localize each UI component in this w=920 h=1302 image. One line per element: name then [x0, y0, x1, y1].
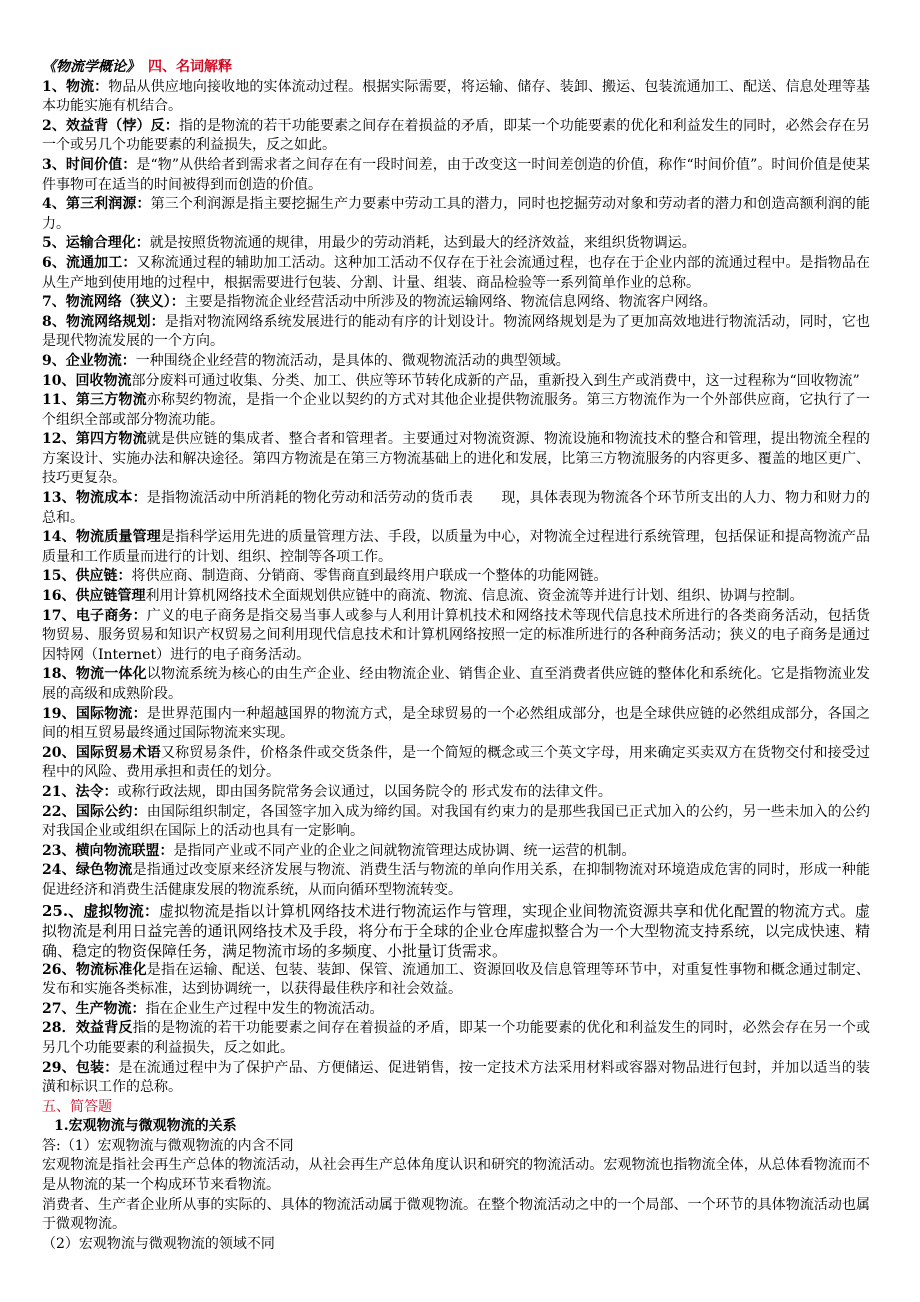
definition-text: 是指对物流网络系统发展进行的能动有序的计划设计。物流网络规划是为了更加高效地进行物流活动，同时，它也是现代物流发展的一个方向。 — [42, 313, 870, 350]
definition-term: 26、物流标准化 — [42, 961, 147, 978]
definition-item — [42, 391, 870, 430]
definition-item — [42, 842, 870, 862]
definition-item — [42, 352, 870, 372]
document-header — [42, 58, 870, 78]
definition-item — [42, 489, 870, 528]
definition-item — [42, 234, 870, 254]
definition-item — [42, 528, 870, 567]
question-1-title: 1.宏观物流与微观物流的关系 — [54, 1118, 237, 1135]
definition-item — [42, 587, 870, 607]
definition-item — [42, 783, 870, 803]
definition-term: 10、回收物流 — [42, 372, 132, 389]
definition-term: 1、物流： — [42, 78, 109, 95]
definition-item — [42, 961, 870, 1000]
definition-item — [42, 665, 870, 704]
definition-item — [42, 607, 870, 666]
definition-text: 是指通过改变原来经济发展与物流、消费生活与物流的单向作用关系，在抑制物流对环境造成危害的同时，形成一种能促进经济和消费生活健康发展的物流系统，从而向循环型物流转变。 — [42, 862, 870, 898]
definition-text: 是世界范围内一种超越国界的物流方式，是全球贸易的一个必然组成部分，也是全球供应链的必然组成部分，各国之间的相互贸易最终通过国际物流来实现。 — [42, 705, 871, 742]
definition-text: 是在流通过程中为了保护产品、方便储运、促进销售，按一定技术方法采用材料或容器对物品进行包封，并加以适当的装潢和标识工作的总称。 — [42, 1059, 870, 1096]
definition-item — [42, 195, 870, 234]
definition-item — [42, 372, 870, 392]
definition-item — [42, 78, 870, 117]
definition-text: 一种围绕企业经营的物流活动，是具体的、微观物流活动的典型领域。 — [135, 352, 570, 369]
definition-term: 19、国际物流： — [42, 705, 147, 722]
answer-paragraph: 消费者、生产者企业所从事的实际的、具体的物流活动属于微观物流。在整个物流活动之中的一个局部、一个环节的具体物流活动也属于微观物流。 — [42, 1196, 870, 1233]
definition-item — [42, 901, 870, 961]
definition-term: 25.、虚拟物流： — [42, 901, 160, 920]
definition-term: 12、第四方物流 — [42, 431, 147, 448]
definition-item — [42, 313, 870, 352]
definition-item — [42, 293, 870, 313]
definition-text: 是指在运输、配送、包装、装卸、保管、流通加工、资源回收及信息管理等环节中，对重复性事物和概念通过制定、发布和实施各类标准，达到协调统一，以获得最佳秩序和社会效益。 — [42, 961, 871, 998]
definition-item — [42, 861, 870, 900]
definition-term: 8、物流网络规划： — [42, 313, 165, 330]
definition-term: 11、第三方物流 — [42, 392, 147, 409]
definition-term: 4、第三利润源： — [42, 196, 151, 213]
definition-term: 17、电子商务： — [42, 607, 147, 624]
definition-text: 指的是物流的若干功能要素之间存在着损益的矛盾，即某一个功能要素的优化和利益发生的同时，必然会存在另一个或另几个功能要素的利益损失，反之如此。 — [42, 117, 870, 154]
definition-term: 28．效益背反 — [42, 1020, 133, 1037]
definition-item — [42, 1019, 870, 1058]
definition-item — [42, 156, 870, 195]
section5-title: 五、简答题 — [42, 1098, 112, 1115]
definition-text: 将供应商、制造商、分销商、零售商直到最终用户联成一个整体的功能网链。 — [131, 568, 608, 585]
definition-term: 16、供应链管理 — [42, 588, 146, 605]
definition-term: 23、横向物流联盟： — [42, 842, 174, 859]
definition-item — [42, 803, 870, 842]
definition-text: 又称流通过程的辅助加工活动。这种加工活动不仅存在于社会流通过程，也存在于企业内部的流通过程中。是指物品在从生产地到使用地的过程中，根据需要进行包装、分割、计量、组装、商品检验等一系列简单作业的总称。 — [42, 254, 870, 291]
definition-text: 以物流系统为核心的由生产企业、经由物流企业、销售企业、直至消费者供应链的整体化和系统化。它是指物流业发展的高级和成熟阶段。 — [42, 666, 871, 702]
definition-text: 或称行政法规，即由国务院常务会议通过，以国务院令的 形式发布的法律文件。 — [117, 783, 612, 800]
definition-text: 广义的电子商务是指交易当事人或参与人利用计算机技术和网络技术等现代信息技术所进行的各类商务活动，包括货物贸易、服务贸易和知识产权贸易之间利用现代信息技术和计算机网络按照一定的标准所进行的各种商务活动；狭义的电子商务是通过因特网（Internet）进行的电子商务活动。 — [42, 607, 871, 663]
definition-text: 物品从供应地向接收地的实体流动过程。根据实际需要，将运输、储存、装卸、搬运、包装流通加工、配送、信息处理等基本功能实施有机结合。 — [42, 78, 870, 115]
definition-item — [42, 254, 870, 293]
definition-item — [42, 430, 870, 489]
book-title: 《物流学概论》 — [42, 59, 140, 75]
definition-item — [42, 567, 870, 587]
definition-text: 利用计算机网络技术全面规划供应链中的商流、物流、信息流、资金流等并进行计划、组织、协调与控制。 — [145, 588, 804, 605]
definition-term: 3、时间价值： — [42, 156, 137, 173]
definition-text: 主要是指物流企业经营活动中所涉及的物流运输网络、物流信息网络、物流客户网络。 — [184, 294, 717, 311]
definition-item — [42, 1059, 870, 1098]
definition-text: 指的是物流的若干功能要素之间存在着损益的矛盾，即某一个功能要素的优化和利益发生的同时，必然会存在另一个或另几个功能要素的利益损失，反之如此。 — [42, 1020, 870, 1056]
definition-term: 7、物流网络（狭义）： — [42, 294, 185, 311]
definition-term: 20、国际贸易术语 — [42, 744, 161, 761]
definition-text: 又称贸易条件，价格条件或交货条件，是一个简短的概念或三个英文字母，用来确定买卖双方在货物交付和接受过程中的风险、费用承担和责任的划分。 — [42, 744, 871, 781]
answer-paragraph: 宏观物流是指社会再生产总体的物流活动，从社会再生产总体角度认识和研究的物流活动。宏观物流也指物流全体，从总体看物流而不是从物流的某一个构成环节来看物流。 — [42, 1157, 870, 1194]
definition-term: 2、效益背（悖）反： — [42, 117, 179, 134]
definition-text: 是“物”从供给者到需求者之间存在有一段时间差，由于改变这一时间差创造的价值，称作“时间价值”。时间价值是使某件事物可在适当的时间被得到而创造的价值。 — [42, 156, 870, 193]
definition-term: 21、法令： — [42, 783, 118, 800]
definition-term: 24、绿色物流 — [42, 862, 133, 879]
definition-item — [42, 1000, 870, 1020]
answer-paragraph: （2）宏观物流与微观物流的领域不同 — [42, 1235, 275, 1252]
definition-item — [42, 744, 870, 783]
definition-item — [42, 705, 870, 744]
definition-text: 虚拟物流是指以计算机网络技术进行物流运作与管理，实现企业间物流资源共享和优化配置的物流方式。虚拟物流是利用日益完善的通讯网络技术及手段，将分布于全球的企业仓库虚拟整合为一个大型物流支持系统，以完成快速、精确、稳定的物资保障任务，满足物流市场的多频度、小批量订货需求。 — [42, 901, 870, 960]
definition-term: 6、流通加工： — [42, 254, 137, 271]
definition-text: 是指同产业或不同产业的企业之间就物流管理达成协调、统一运营的机制。 — [173, 842, 636, 859]
definition-term: 18、物流一体化 — [42, 666, 147, 683]
definition-term: 5、运输合理化： — [42, 235, 150, 252]
answer-paragraph: 答:（1）宏观物流与微观物流的内含不同 — [42, 1137, 294, 1154]
definition-item — [42, 117, 870, 156]
definition-term: 14、物流质量管理 — [42, 529, 161, 546]
definition-text: 指在企业生产过程中发生的物流活动。 — [145, 1000, 384, 1017]
definition-text: 第三个利润源是指主要挖掘生产力要素中劳动工具的潜力，同时也挖掘劳动对象和劳动者的潜力和创造高额利润的能力。 — [42, 196, 870, 232]
definitions-list — [42, 78, 870, 1098]
definition-text: 就是按照货物流通的规律，用最少的劳动消耗，达到最大的经济效益，来组织货物调运。 — [149, 235, 696, 252]
section-title: 四、名词解释 — [148, 59, 232, 75]
definition-text: 是指物流活动中所消耗的物化劳动和活劳动的货币表 现，具体表现为物流各个环节所支出的人力、物力和财力的总和。 — [42, 490, 871, 526]
definition-term: 15、供应链： — [42, 568, 132, 585]
definition-text: 亦称契约物流，是指一个企业以契约的方式对其他企业提供物流服务。第三方物流作为一个外部供应商，它执行了一个组织全部或部分物流功能。 — [42, 392, 871, 428]
definition-term: 9、企业物流： — [42, 352, 136, 369]
definition-text: 由国际组织制定，各国签字加入成为缔约国。对我国有约束力的是那些我国已正式加入的公约，另一些未加入的公约对我国企业或组织在国际上的活动也具有一定影响。 — [42, 803, 871, 840]
definition-text: 部分废料可通过收集、分类、加工、供应等环节转化成新的产品，重新投入到生产或消费中，这一过程称为“回收物流” — [131, 372, 860, 389]
definition-text: 就是供应链的集成者、整合者和管理者。主要通过对物流资源、物流设施和物流技术的整合和管理，提出物流全程的方案设计、实施办法和解决途径。第四方物流是在第三方物流基础上的进化和发展，比第三方物流服务的内容更多、覆盖的地区更广、技巧更复杂。 — [42, 431, 871, 487]
definition-term: 13、物流成本： — [42, 490, 147, 507]
definition-term: 29、包装： — [42, 1059, 119, 1076]
definition-text: 是指科学运用先进的质量管理方法、手段，以质量为中心，对物流全过程进行系统管理，包括保证和提高物流产品质量和工作质量而进行的计划、组织、控制等各项工作。 — [42, 529, 871, 565]
definition-term: 27、生产物流： — [42, 1000, 146, 1017]
definition-term: 22、国际公约： — [42, 803, 147, 820]
